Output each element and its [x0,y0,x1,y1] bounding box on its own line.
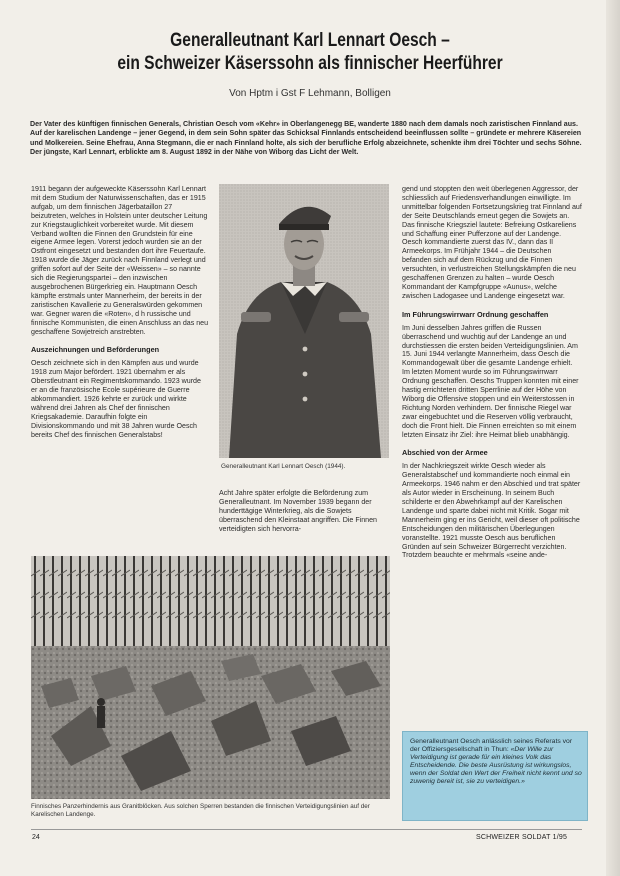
article-title-line2: ein Schweizer Käserssohn als finnischer Heerführer [117,53,503,74]
lead-paragraph: Der Vater des künftigen finnischen Generals, Christian Oesch vom «Kehr» in Oberlangenegg BE, wanderte 1880 nach dem damals noch zaristischen Finnland aus. Auf der karelischen Landenge – jener Gegend, in dem sein Sohn später das Schicksal Finnlands entscheidend beeinflussen sollte – gründete er mehrere Käsereien und Molkereien. Seine Ehefrau, Anna Stegmann, die er nach Finnland holte, als sich der berufliche Erfolg abzeichnete, schenkte ihm drei Töchter und sechs Söhne. Der jüngste, Karl Lennart, erblickte am 8. August 1892 in der Nähe von Wiborg das Licht der Welt. [30,120,582,156]
col1-paragraph-1: 1911 begann der aufgeweckte Käserssohn Karl Lennart mit dem Studium der Naturwissenschaften, das er 1915 aufgab, um dem finnischen Jägerbataillon 27 beizutreten, welches in Holstein unter deutscher Leitung zur Kriegstauglichkeit vorbereitet wurde. Mit diesem Verband wollten die Finnen den Grundstein für eine eigene Armee legen. Vorerst jedoch wurden sie an der Ostfront eingesetzt und bestanden dort ihre Feuertaufe. 1918 wurde die Jäger zurück nach Finnland verlegt und griffen sofort auf der Seite der «Weissen» – so nannte sich die Regierungspartei – den inzwischen ausgebrochenen Bürgerkrieg ein. Hauptmann Oesch kämpfte erstmals unter Mannerheim, der bereits in der zaristischen Kavallerie zu Generalswürden gekommen war. Gegner waren die «Roten», d h russische und finnische Kommunisten, die einen Anschluss an das neu geschaffene Sowjetreich anstrebten. [31,185,209,336]
article-title-line1: Generalleutnant Karl Lennart Oesch – [170,30,450,51]
col3-heading-2: Abschied von der Armee [402,448,488,458]
col1-heading: Auszeichnungen und Beförderungen [31,345,160,355]
quote-text [410,738,582,787]
landscape-photo [31,556,390,799]
quote-body: «Der Wille zur Verteidigung ist gerade für ein kleines Volk das Entscheidende. Die beste Ausrüstung ist wirkungslos, wenn der Soldat den Wert der Freiheit nicht kennt und so zuwenig bereit ist, sie zu verteidigen.» [410,746,582,786]
landscape-caption: Finnisches Panzerhindernis aus Granitblöcken. Aus solchen Sperren bestanden die finnischen Verteidigungslinien auf der Karelischen Landenge. [31,803,370,818]
page-edge [606,0,620,876]
tank-obstacle-illustration [31,556,390,799]
portrait-illustration [219,184,389,458]
col3-paragraph-1: gend und stoppten den weit überlegenen Aggressor, der schliesslich auf Friedensverhandlungen einwilligte. Im unmittelbar folgenden Fortsetzungskrieg trat Finnland auf der Seite Deutschlands erneut gegen die Sowjets an. Das finnische Kriegsziel lautete: Befreiung Ostkareliens und Schaffung einer Pufferzone auf der Landenge. Oesch kommandierte zuerst das IV., dann das II Armeekorps. Im Frühjahr 1944 – die Deutschen befanden sich auf dem Rückzug und die Finnen versuchten, in verlustreichen Stellungskämpfen die neu geschaffenen Grenzen zu halten – wurde Oesch Kommandant der Kampfgruppe «Aunus», welche zwischen Ladogasee und Landenge eingesetzt war. [402,185,582,300]
quote-intro: Generalleutnant Oesch anlässlich seines Referats vor der Offiziersgesellschaft in Thun: [410,738,573,754]
col3-paragraph-3: In der Nachkriegszeit wirkte Oesch wieder als Generalstabschef und kommandierte noch einmal ein Armeekorps. 1946 nahm er den Abschied und trat später als Autor wieder in Erscheinung. In seinem Buch schilderte er den Abwehrkampf auf der Karelischen Landenge und sparte dabei nicht mit Kritik. Sogar mit Mannerheim ging er ins Gericht, weil dieser oft politische Entscheidungen den militärischen Überlegungen voranstellte. 1921 musste Oesch aus beruflichen Gründen auf sein Schweizer Bürgerrecht verzichten. Trotzdem beauchte er mehrmals «seine ande- [402,462,581,560]
portrait-photo [219,184,389,458]
byline: Von Hptm i Gst F Lehmann, Bolligen [229,88,391,99]
col2-paragraph-1: Acht Jahre später erfolgte die Beförderung zum Generalleutnant. Im November 1939 begann der hunderttägige Winterkrieg, als die Sowjets überraschend den Kleinstaat angriffen. Die Finnen verteidigten sich hervorra- [219,489,378,533]
footer-rule [31,829,582,830]
column-2 [219,489,389,534]
col3-paragraph-2: Im Juni desselben Jahres griffen die Russen überraschend und wuchtig auf der Landenge an und durchstiessen die ersten beiden Verteidigungslinien. Am 15. Juni 1944 verlangte Mannerheim, dass Oesch die Kommandogewalt über die gesamte Landenge erhielt. Im letzten Moment wurde so im Führungswirrwarr Ordnung geschaffen. Oeschs Truppen konnten mit einer hastig errichteten dritten Sperrlinie auf der Höhe von Wiborg die Offensive stoppen und ein Weiterstossen in Richtung Norden verhindern. Der finnische Riegel war zwar eingebuchtet und die Reserven völlig verbraucht, doch die Front hielt. Die Finnen erreichten so mit einem letzten Einsatz ihr Ziel: ihre Heimat blieb unabhängig. [402,323,579,439]
page-number: 24 [32,834,40,841]
col1-paragraph-2: Oesch zeichnete sich in den Kämpfen aus und wurde 1918 zum Major befördert. 1921 übernahm er als Oberstleutnant ein Regimentskommando. 1923 wurde er an die französische Ecole supérieure de Guerre abkommandiert. 1926 kehrte er zurück und wirkte während drei Jahren als Chef der finnischen Kriegsakademie. Daraufhin folgte ein Divisionskommando und mit 38 Jahren wurde Oesch bereits Chef des finnischen Generalstabs! [31,359,201,439]
column-3 [402,185,582,560]
col3-heading-1: Im Führungswirrwarr Ordnung geschaffen [402,309,549,319]
magazine-name: SCHWEIZER SOLDAT 1/95 [476,834,568,841]
portrait-caption: Generalleutnant Karl Lennart Oesch (1944). [221,463,346,470]
column-1 [31,185,209,439]
